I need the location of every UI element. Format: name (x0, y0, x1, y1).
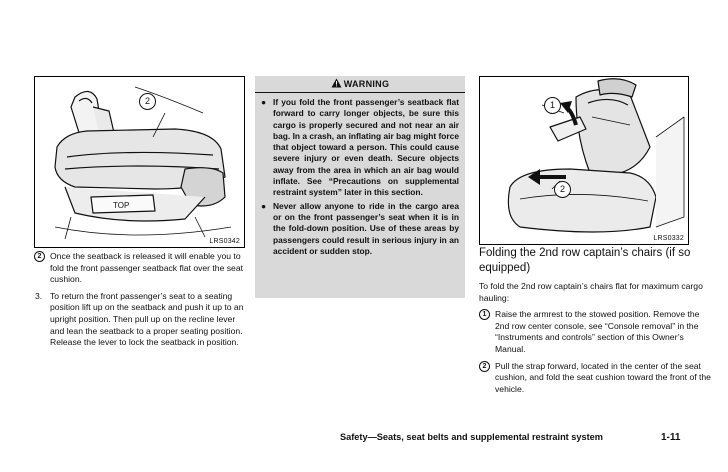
warning-item: ● Never allow anyone to ride in the cargo area or on the front passenger’s seat when it is in the fold-down position. Use of these areas by passengers could result in serious injury in an accident or sudden stop. (261, 200, 459, 256)
step-number-badge: 1 (479, 309, 490, 320)
callout-2: 2 (139, 93, 156, 110)
step-1 (479, 309, 715, 355)
callout-2: 2 (554, 181, 571, 198)
right-figure (479, 76, 689, 245)
step-number-badge: 2 (479, 361, 490, 372)
step-text: Once the seatback is released it will enable you to fold the front passenger seatback flat over the seat cushion. (50, 251, 243, 285)
warning-item: ● If you fold the front passenger’s seatback flat forward to carry longer objects, be sure this cargo is properly secured and not near an air bag. In a crash, an inflating air bag might force that object toward a person. This could cause severe injury or even death. Secure objects away from the area in which an air bag would inflate. See “Precautions on supplemental restraint system” later in this section. (261, 97, 459, 198)
step-3 (34, 291, 245, 349)
warning-triangle-icon (331, 78, 342, 88)
left-figure (34, 76, 245, 248)
step-text: Pull the strap forward, located in the center of the seat cushion, and fold the seat cushion toward the front of the vehicle. (495, 360, 711, 394)
step-number: 3. (35, 290, 43, 301)
right-column (479, 281, 715, 400)
callout-1: 1 (544, 97, 561, 114)
step-number-badge: 2 (34, 251, 45, 262)
warning-box (255, 76, 465, 298)
left-column (34, 251, 245, 353)
step-2 (479, 361, 715, 396)
figure-code: LRS0342 (209, 238, 240, 245)
page-number: 1-11 (661, 432, 681, 443)
warning-title: WARNING (255, 76, 465, 93)
step-2 (34, 251, 245, 286)
svg-text:TOP: TOP (113, 201, 130, 210)
step-text: To return the front passenger’s seat to a seating position lift up on the seatback and push it up to an upright position. Then pull up on the recline lever and lean the seatback to a proper seating position. Release the lever to lock the seatback in position. (50, 290, 244, 348)
intro-text: To fold the 2nd row captain’s chairs flat for maximum cargo hauling: (479, 281, 703, 303)
bullet: ● (261, 200, 267, 211)
captain-chair-illustration (480, 77, 688, 244)
footer-title: Safety—Seats, seat belts and supplemental restraint system (340, 432, 603, 442)
section-heading: Folding the 2nd row captain’s chairs (if so equipped) (479, 247, 691, 274)
bullet: ● (261, 97, 267, 107)
figure-code: LRS0332 (653, 235, 684, 242)
step-text: Raise the armrest to the stowed position. Remove the 2nd row center console, see “Console removal” in the “Instruments and controls” section of this Owner’s Manual. (495, 309, 700, 354)
warning-list (255, 93, 465, 257)
